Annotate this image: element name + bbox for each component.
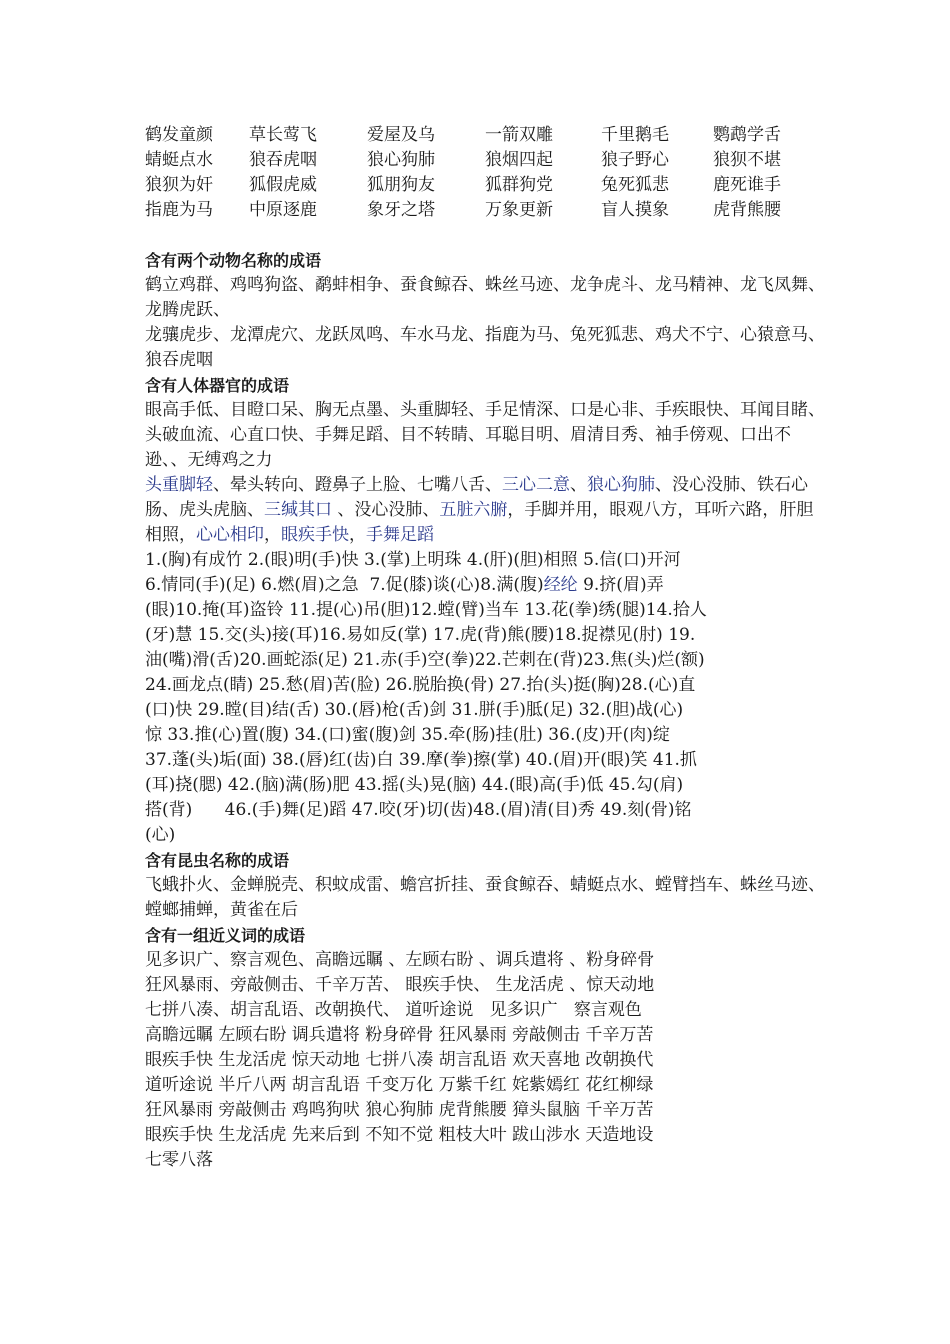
highlighted-idiom: 经纶 — [543, 575, 578, 595]
highlighted-idiom: 狼心狗肺 — [587, 475, 655, 495]
exercise-line: 惊 33.推(心)置(腹) 34.(口)蜜(腹)剑 35.牵(肠)挂(肚) 36.(皮)开(肉)绽 — [145, 725, 670, 745]
highlighted-idiom: 手舞足蹈 — [366, 525, 434, 545]
exercise-line: 搭(背) 46.(手)舞(足)蹈 47.咬(牙)切(齿)48.(眉)清(目)秀 49.刻(骨)铭 — [145, 800, 692, 820]
list-line: 狂风暴雨 旁敲侧击 鸡鸣狗吠 狼心狗肺 虎背熊腰 獐头鼠脑 千辛万苦 — [145, 1100, 654, 1120]
section-heading: 含有一组近义词的成语 — [145, 926, 306, 945]
paragraph: 眼高手低、目瞪口呆、胸无点墨、头重脚轻、手足情深、口是心非、手疾眼快、耳闻目睹、头破血流、心直口快、手舞足蹈、目不转睛、耳聪目明、眉清目秀、袖手傍观、口出不逊、、无缚鸡之力 — [145, 400, 825, 470]
exercise-line: 37.蓬(头)垢(面) 38.(唇)红(齿)白 39.摩(拳)擦(掌) 40.(眉)开(眼)笑 41.抓 — [145, 750, 697, 770]
highlighted-idiom: 眼疾手快 — [281, 525, 349, 545]
grid-row — [145, 148, 825, 173]
exercise-line: (口)快 29.瞠(目)结(舌) 30.(唇)枪(舌)剑 31.胼(手)胝(足) 32.(胆)战(心) — [145, 700, 684, 720]
grid-row — [145, 173, 825, 198]
list-line: 眼疾手快 生龙活虎 先来后到 不知不觉 粗枝大叶 跋山涉水 天造地设 — [145, 1125, 654, 1145]
grid-row — [145, 198, 825, 223]
paragraph: 龙骧虎步、龙潭虎穴、龙跃凤鸣、车水马龙、指鹿为马、兔死狐悲、鸡犬不宁、心猿意马、狼吞虎咽 — [145, 325, 825, 370]
paragraph: 鹤立鸡群、鸡鸣狗盗、鹬蚌相争、蚕食鲸吞、蛛丝马迹、龙争虎斗、龙马精神、龙飞凤舞、龙腾虎跃、 — [145, 275, 825, 320]
numbered-exercise — [145, 548, 825, 848]
paragraph: 飞蛾扑火、金蝉脱壳、积蚊成雷、蟾宫折挂、蚕食鲸吞、蜻蜓点水、螳臂挡车、蛛丝马迹、 — [145, 875, 825, 895]
exercise-line: 1.(胸)有成竹 2.(眼)明(手)快 3.(掌)上明珠 4.(肝)(胆)相照 5.信(口)开河 — [145, 550, 681, 570]
text-run: 、没心没肺、铁石心肠、虎头虎脑、 — [145, 475, 808, 520]
idiom-cell: 狐假虎威 — [249, 175, 317, 195]
idiom-cell: 象牙之塔 — [367, 200, 435, 220]
text-run: 、没心没肺、 — [332, 500, 440, 520]
idiom-cell: 狼狈为奸 — [145, 175, 213, 195]
section-heading: 含有人体器官的成语 — [145, 376, 290, 395]
idiom-cell: 中原逐鹿 — [249, 200, 317, 220]
idiom-cell: 草长莺飞 — [249, 125, 317, 145]
exercise-line: (牙)慧 15.交(头)接(耳)16.易如反(掌) 17.虎(背)熊(腰)18.捉襟见(肘) 19. — [145, 625, 696, 645]
idiom-cell: 狼烟四起 — [485, 150, 553, 170]
idiom-cell: 鹤发童颜 — [145, 125, 213, 145]
text-run: 、 — [570, 475, 587, 495]
text-run: 9.挤(眉)弄 — [577, 575, 664, 595]
grid-row — [145, 123, 825, 148]
spacer — [145, 223, 825, 248]
list-line: 高瞻远瞩 左顾右盼 调兵遣将 粉身碎骨 狂风暴雨 旁敲侧击 千辛万苦 — [145, 1025, 654, 1045]
text-run: ， — [349, 525, 366, 545]
list-line: 七零八落 — [145, 1150, 213, 1170]
section-heading: 含有两个动物名称的成语 — [145, 251, 322, 270]
text-run: ，手脚并用，眼观八方，耳听六路，肝胆相照， — [145, 500, 814, 545]
list-line: 道听途说 半斤八两 胡言乱语 千变万化 万紫千红 姹紫嫣红 花红柳绿 — [145, 1075, 654, 1095]
highlighted-paragraph — [145, 473, 825, 548]
idiom-cell: 虎背熊腰 — [713, 200, 781, 220]
idiom-cell: 指鹿为马 — [145, 200, 213, 220]
text-run: 6.情同(手)(足) 6.燃(眉)之急 7.促(膝)谈(心)8.满(腹) — [145, 575, 544, 595]
idiom-cell: 狐群狗党 — [485, 175, 553, 195]
highlighted-idiom: 心心相印 — [196, 525, 264, 545]
document-page — [145, 123, 825, 1173]
idiom-cell: 蜻蜓点水 — [145, 150, 213, 170]
text-run: 、晕头转向、蹬鼻子上脸、七嘴八舌、 — [213, 475, 502, 495]
exercise-line: (耳)挠(腮) 42.(脑)满(肠)肥 43.摇(头)晃(脑) 44.(眼)高(手)低 45.勾(肩) — [145, 775, 684, 795]
exercise-line — [145, 573, 825, 598]
idiom-cell: 爱屋及乌 — [367, 125, 435, 145]
text-run: ， — [264, 525, 281, 545]
synonym-list — [145, 948, 825, 1173]
idiom-cell: 狐朋狗友 — [367, 175, 435, 195]
exercise-line: 油(嘴)滑(舌)20.画蛇添(足) 21.赤(手)空(拳)22.芒刺在(背)23.焦(头)烂(额) — [145, 650, 705, 670]
idiom-cell: 鹦鹉学舌 — [713, 125, 781, 145]
idiom-cell: 一箭双雕 — [485, 125, 553, 145]
highlighted-idiom: 三心二意 — [502, 475, 570, 495]
idiom-cell: 千里鹅毛 — [601, 125, 669, 145]
idiom-grid — [145, 123, 825, 223]
exercise-line: (眼)10.掩(耳)盗铃 11.提(心)吊(胆)12.螳(臂)当车 13.花(拳)绣(腿)14.拾人 — [145, 600, 707, 620]
list-line: 见多识广、察言观色、高瞻远瞩 、左顾右盼 、调兵遣将 、粉身碎骨 — [145, 950, 655, 970]
list-line: 七拼八凑、胡言乱语、改朝换代、 道听途说 见多识广 察言观色 — [145, 1000, 642, 1020]
idiom-cell: 万象更新 — [485, 200, 553, 220]
idiom-cell: 鹿死谁手 — [713, 175, 781, 195]
idiom-cell: 狼狈不堪 — [713, 150, 781, 170]
list-line: 眼疾手快 生龙活虎 惊天动地 七拼八凑 胡言乱语 欢天喜地 改朝换代 — [145, 1050, 654, 1070]
highlighted-idiom: 三缄其口 — [264, 500, 332, 520]
idiom-cell: 盲人摸象 — [601, 200, 669, 220]
exercise-line: 24.画龙点(睛) 25.愁(眉)苦(脸) 26.脱胎换(骨) 27.抬(头)挺(胸)28.(心)直 — [145, 675, 696, 695]
idiom-cell: 狼吞虎咽 — [249, 150, 317, 170]
paragraph: 螳螂捕蝉，黄雀在后 — [145, 900, 298, 920]
highlighted-idiom: 头重脚轻 — [145, 475, 213, 495]
highlighted-idiom: 五脏六腑 — [439, 500, 508, 520]
section-heading: 含有昆虫名称的成语 — [145, 851, 290, 870]
idiom-cell: 狼子野心 — [601, 150, 669, 170]
idiom-cell: 兔死狐悲 — [601, 175, 669, 195]
exercise-line: (心) — [145, 825, 176, 845]
idiom-cell: 狼心狗肺 — [367, 150, 435, 170]
list-line: 狂风暴雨、旁敲侧击、千辛万苦、 眼疾手快、 生龙活虎 、惊天动地 — [145, 975, 655, 995]
